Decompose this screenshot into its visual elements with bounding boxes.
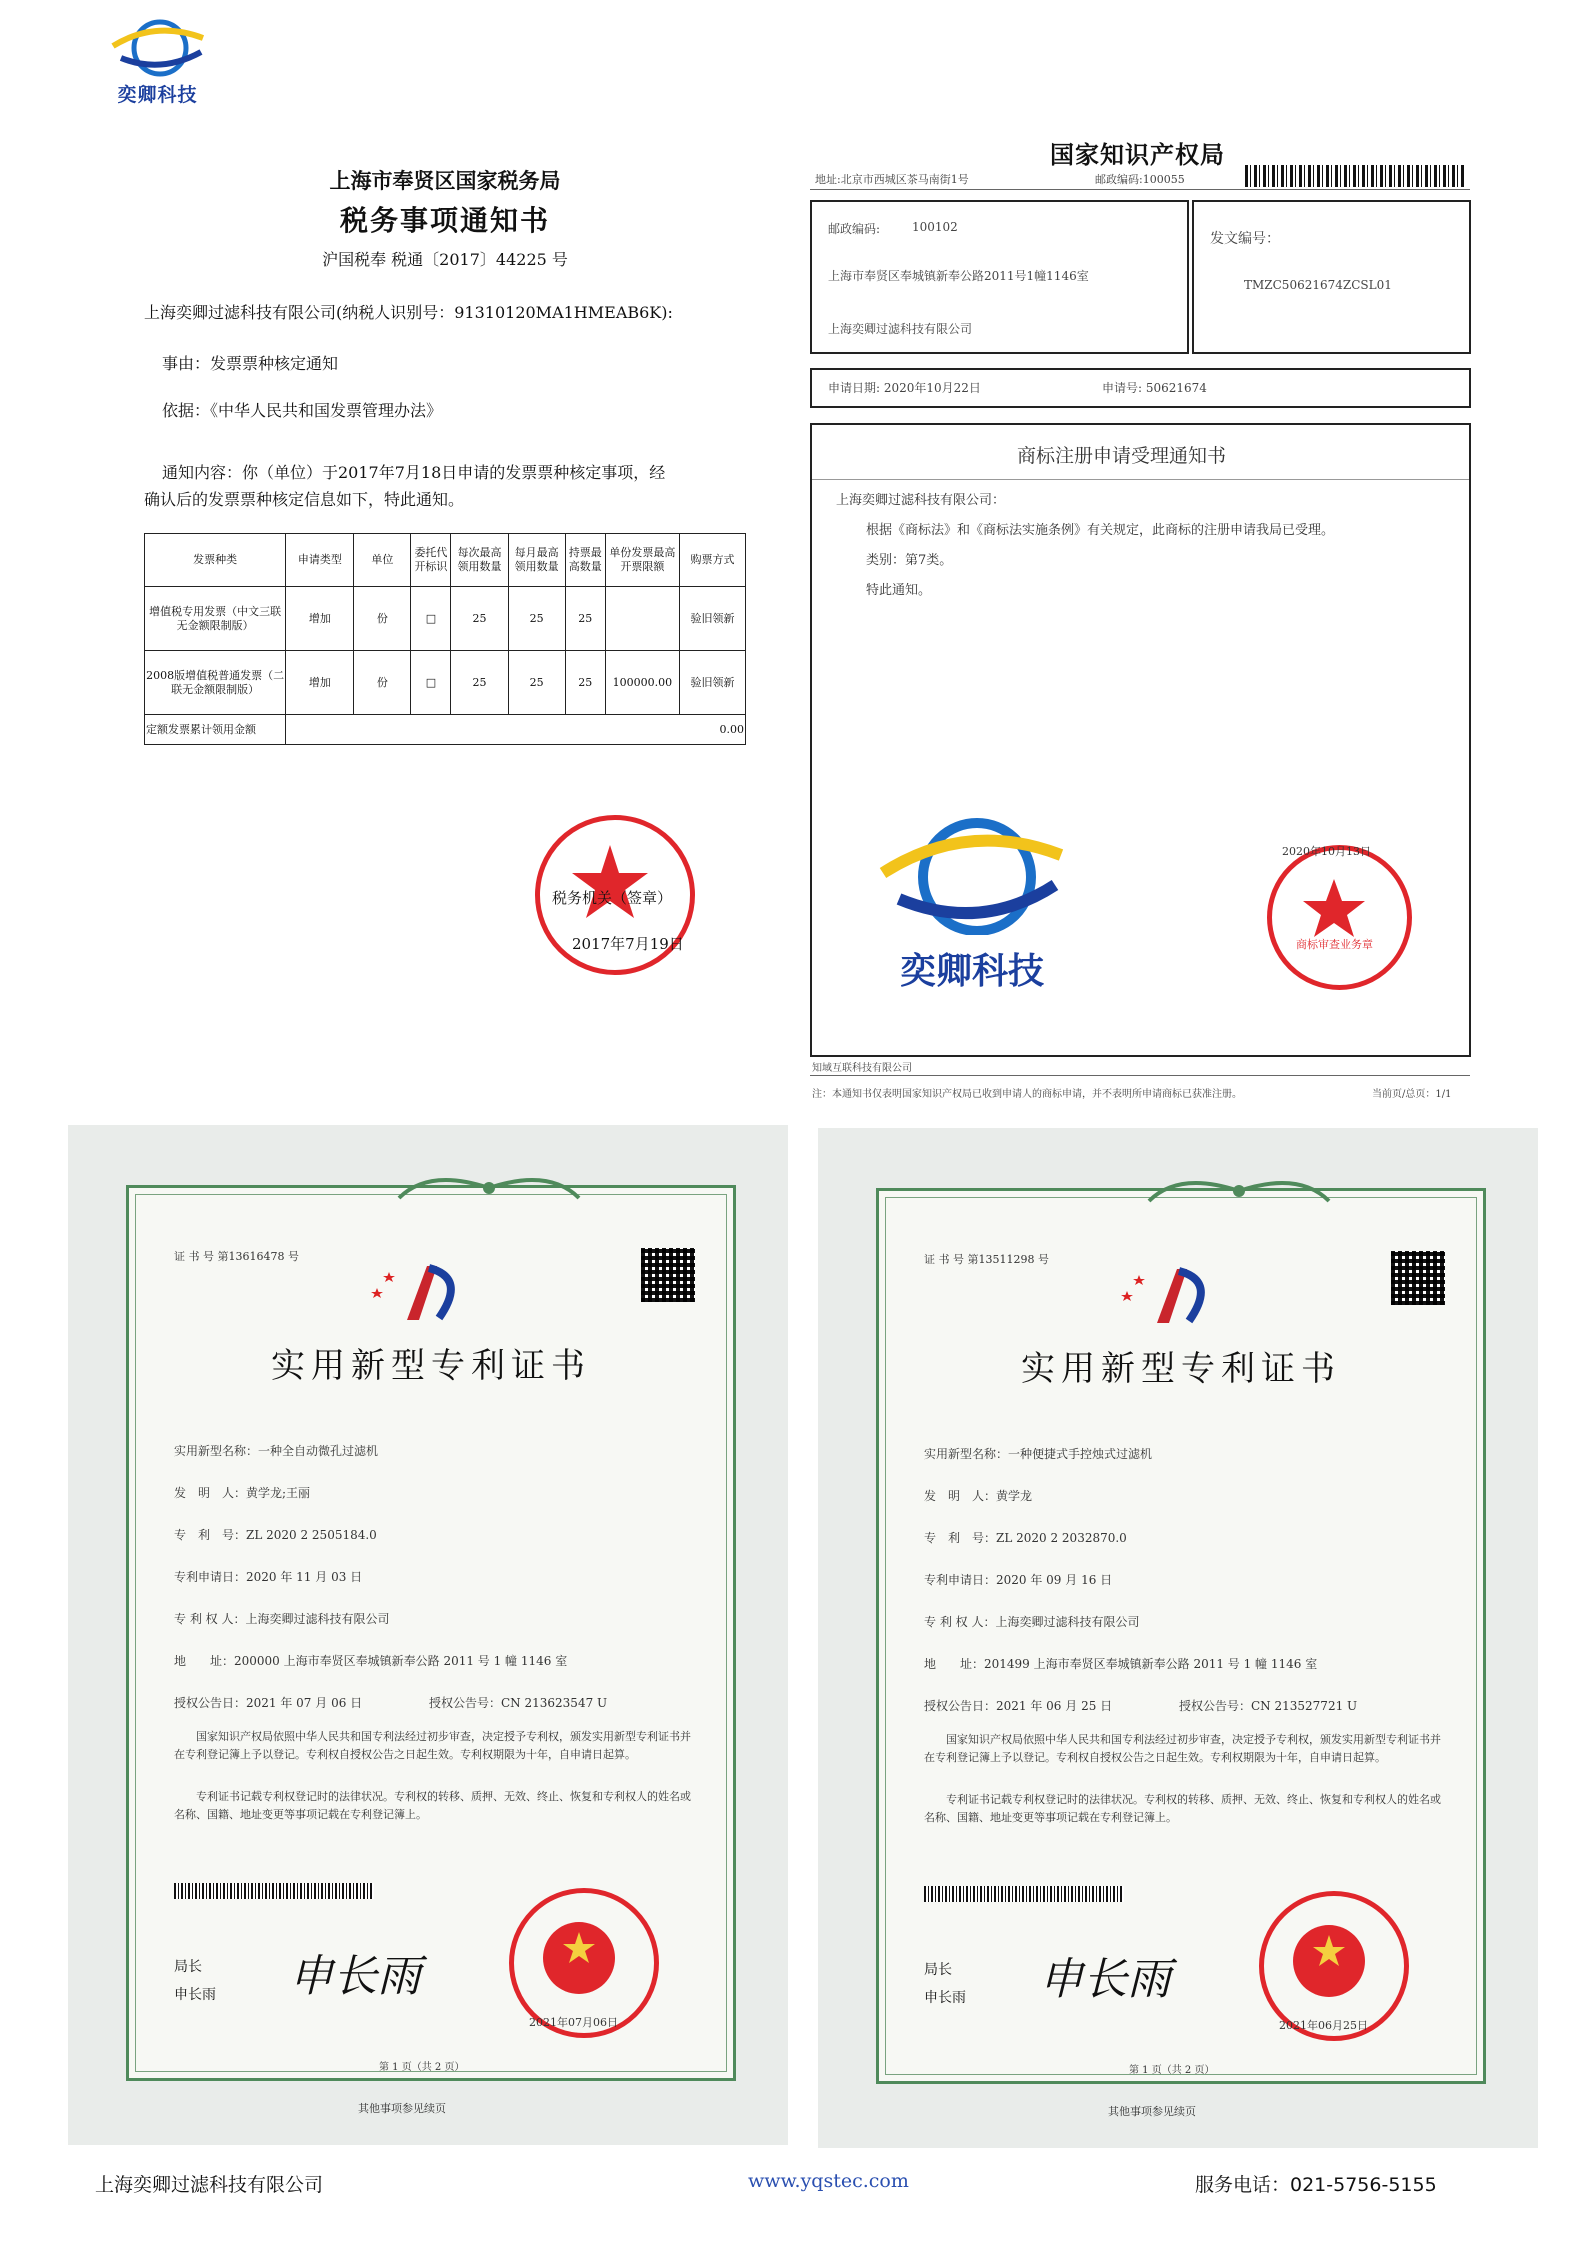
patent-number: 专 利 号：ZL 2020 2 2032870.0	[924, 1531, 1127, 1545]
logo-swoosh-icon	[877, 815, 1067, 935]
table-cell: 2008版增值税普通发票（二联无金额限制版）	[145, 651, 286, 715]
cnipa-emblem-icon	[1117, 1261, 1227, 1331]
grant-date: 授权公告日：2021 年 06 月 25 日	[924, 1699, 1113, 1713]
trademark-seal-text: 商标审查业务章	[1296, 938, 1373, 951]
page-indicator: 当前页/总页：1/1	[1372, 1089, 1452, 1100]
table-cell: 25	[565, 651, 605, 715]
notice-body: 根据《商标法》和《商标法实施条例》有关规定，此商标的注册申请我局已受理。	[866, 523, 1335, 538]
doc-number-box	[1192, 200, 1471, 354]
divider	[812, 479, 1469, 480]
notice-category: 类别：第7类。	[866, 553, 953, 568]
ip-office-address: 地址:北京市西城区茶马南街1号	[815, 173, 969, 186]
recipient-postcode: 100102	[912, 220, 958, 234]
certificate-title: 实用新型专利证书	[1021, 1349, 1341, 1389]
table-row	[145, 587, 746, 651]
certificate-paragraph-1: 国家知识产权局依照中华人民共和国专利法经过初步审查，决定授予专利权，颁发实用新型专利证书并在专利登记簿上予以登记。专利权自授权公告之日起生效。专利权期限为十年，自申请日起算。	[174, 1730, 691, 1761]
table-header: 每月最高领用数量	[508, 534, 565, 587]
notice-title: 商标注册申请受理通知书	[1017, 445, 1227, 467]
inventor: 发 明 人：黄学龙	[924, 1489, 1033, 1503]
grant-number: 授权公告号：CN 213527721 U	[1179, 1699, 1358, 1713]
divider	[810, 1075, 1470, 1076]
invoice-type-table	[144, 533, 746, 745]
table-footer-label: 定额发票累计领用金额	[145, 715, 286, 745]
application-number: 申请号: 50621674	[1102, 381, 1207, 395]
tax-seal-label: 税务机关（签章）	[552, 889, 673, 907]
table-footer-row	[145, 715, 746, 745]
recipient-box	[810, 200, 1189, 354]
table-cell: □	[411, 651, 451, 715]
notice-footnote: 注：本通知书仅表明国家知识产权局已收到申请人的商标申请，并不表明所申请商标已获准注册。	[812, 1089, 1242, 1100]
patent-seal-date: 2021年07月06日	[529, 2016, 618, 2029]
ip-office-postcode: 邮政编码:100055	[1095, 173, 1185, 186]
table-cell: 验旧领新	[680, 587, 746, 651]
qr-code-icon	[641, 1248, 695, 1302]
inventor: 发 明 人：黄学龙;王丽	[174, 1486, 311, 1500]
logo-swoosh-icon	[105, 18, 210, 80]
table-header-row	[145, 534, 746, 587]
doc-number: TMZC50621674ZCSL01	[1244, 278, 1392, 292]
national-emblem-icon	[509, 1888, 649, 2028]
ornament-icon	[1139, 1171, 1339, 1211]
notice-body-box	[810, 423, 1471, 1057]
ornament-icon	[389, 1168, 589, 1208]
table-header: 发票种类	[145, 534, 286, 587]
certificate-page: 第 1 页（共 2 页）	[379, 2062, 465, 2073]
agency-name: 知域互联科技有限公司	[812, 1063, 912, 1074]
qr-code-icon	[1391, 1251, 1445, 1305]
table-cell: 25	[565, 587, 605, 651]
table-footer-value: 0.00	[286, 715, 746, 745]
divider	[810, 189, 1470, 190]
tax-notice	[140, 155, 750, 1015]
holder-address: 地 址：200000 上海市奉贤区奉城镇新奉公路 2011 号 1 幢 1146 室	[174, 1654, 568, 1668]
trademark-seal	[1267, 845, 1412, 990]
patent-number: 专 利 号：ZL 2020 2 2505184.0	[174, 1528, 377, 1542]
table-cell: 25	[451, 587, 508, 651]
patent-certificate-2	[818, 1128, 1538, 2148]
table-cell: 验旧领新	[680, 651, 746, 715]
footer-company: 上海奕卿过滤科技有限公司	[95, 2174, 324, 2196]
certificate-frame	[126, 1185, 736, 2081]
logo-text: 奕卿科技	[117, 84, 198, 106]
certificate-footer: 其他事项参见续页	[358, 2102, 446, 2115]
application-info-bar	[810, 368, 1471, 408]
seal-star-icon	[1267, 845, 1402, 980]
company-logo-large	[877, 815, 1067, 1005]
certificate-paragraph-2: 专利证书记载专利权登记时的法律状况。专利权的转移、质押、无效、终止、恢复和专利权人的姓名或名称、国籍、地址变更等事项记载在专利登记簿上。	[924, 1793, 1441, 1824]
tax-content-line1: 通知内容：你（单位）于2017年7月18日申请的发票票种核定事项，经	[162, 463, 666, 482]
application-date: 申请日期: 2020年10月22日	[828, 381, 981, 395]
table-cell: 增值税专用发票（中文三联无金额限制版）	[145, 587, 286, 651]
grant-number: 授权公告号：CN 213623547 U	[429, 1696, 608, 1710]
director-name: 申长雨	[174, 1987, 216, 2003]
certificate-number: 证 书 号 第13616478 号	[174, 1250, 299, 1263]
logo-text: 奕卿科技	[899, 951, 1044, 992]
recipient-name: 上海奕卿过滤科技有限公司	[828, 322, 973, 336]
trademark-seal-date: 2020年10月13日	[1282, 845, 1371, 858]
certificate-frame	[876, 1188, 1486, 2084]
tax-addressee: 上海奕卿过滤科技有限公司(纳税人识别号：91310120MA1HMEAB6K):	[144, 303, 673, 322]
patent-certificate-1	[68, 1125, 788, 2145]
director-label: 局长	[924, 1962, 952, 1978]
patent-seal-date: 2021年06月25日	[1279, 2019, 1368, 2032]
table-cell: 增加	[286, 587, 354, 651]
director-name: 申长雨	[924, 1990, 966, 2006]
table-header: 申请类型	[286, 534, 354, 587]
tax-doc-number: 沪国税奉 税通〔2017〕44225 号	[322, 250, 568, 269]
table-header: 持票最高数量	[565, 534, 605, 587]
notice-greeting: 上海奕卿过滤科技有限公司：	[836, 493, 1006, 508]
notice-closing: 特此通知。	[866, 583, 932, 598]
table-cell: 100000.00	[605, 651, 679, 715]
table-header: 购票方式	[680, 534, 746, 587]
tax-notice-title: 税务事项通知书	[339, 204, 550, 237]
footer-phone: 服务电话：021-5756-5155	[1195, 2174, 1437, 2196]
tax-seal-date: 2017年7月19日	[572, 935, 684, 953]
patent-holder: 专 利 权 人：上海奕卿过滤科技有限公司	[924, 1615, 1140, 1629]
recipient-address: 上海市奉贤区奉城镇新奉公路2011号1幢1146室	[828, 269, 1089, 283]
certificate-title: 实用新型专利证书	[271, 1346, 591, 1386]
doc-number-label: 发文编号：	[1210, 231, 1280, 247]
barcode-icon	[1245, 165, 1465, 187]
table-header: 单位	[354, 534, 411, 587]
director-signature: 申长雨	[1039, 1954, 1171, 2005]
company-logo	[105, 18, 210, 110]
barcode-icon	[924, 1886, 1124, 1902]
tax-reason: 事由：发票票种核定通知	[162, 354, 339, 373]
director-signature: 申长雨	[289, 1951, 421, 2002]
table-cell: 份	[354, 651, 411, 715]
application-date: 专利申请日：2020 年 11 月 03 日	[174, 1570, 363, 1584]
table-header: 委托代开标识	[411, 534, 451, 587]
director-label: 局长	[174, 1959, 202, 1975]
table-cell: 25	[508, 587, 565, 651]
application-date: 专利申请日：2020 年 09 月 16 日	[924, 1573, 1113, 1587]
table-row	[145, 651, 746, 715]
grant-date: 授权公告日：2021 年 07 月 06 日	[174, 1696, 363, 1710]
table-cell: □	[411, 587, 451, 651]
table-header: 每次最高领用数量	[451, 534, 508, 587]
national-emblem-icon	[1259, 1891, 1399, 2031]
certificate-footer: 其他事项参见续页	[1108, 2105, 1196, 2118]
table-cell: 25	[508, 651, 565, 715]
certificate-page: 第 1 页（共 2 页）	[1129, 2065, 1215, 2076]
table-header: 单份发票最高开票限额	[605, 534, 679, 587]
ip-office-title: 国家知识产权局	[1050, 140, 1225, 169]
holder-address: 地 址：201499 上海市奉贤区奉城镇新奉公路 2011 号 1 幢 1146 室	[924, 1657, 1318, 1671]
certificate-paragraph-2: 专利证书记载专利权登记时的法律状况。专利权的转移、质押、无效、终止、恢复和专利权人的姓名或名称、国籍、地址变更等事项记载在专利登记簿上。	[174, 1790, 691, 1821]
footer-website-link[interactable]: www.yqstec.com	[748, 2170, 909, 2192]
table-cell: 25	[451, 651, 508, 715]
patent-holder: 专 利 权 人：上海奕卿过滤科技有限公司	[174, 1612, 390, 1626]
utility-model-name: 实用新型名称：一种全自动微孔过滤机	[174, 1444, 379, 1458]
recipient-postcode-label: 邮政编码:	[828, 222, 881, 236]
tax-office-title: 上海市奉贤区国家税务局	[329, 168, 561, 193]
utility-model-name: 实用新型名称：一种便捷式手控烛式过滤机	[924, 1447, 1153, 1461]
trademark-notice	[800, 135, 1470, 1100]
tax-basis: 依据：《中华人民共和国发票管理办法》	[162, 401, 443, 420]
table-cell: 增加	[286, 651, 354, 715]
cnipa-emblem-icon	[367, 1258, 477, 1328]
table-cell	[605, 587, 679, 651]
certificate-number: 证 书 号 第13511298 号	[924, 1253, 1049, 1266]
barcode-icon	[174, 1883, 374, 1899]
certificate-paragraph-1: 国家知识产权局依照中华人民共和国专利法经过初步审查，决定授予专利权，颁发实用新型专利证书并在专利登记簿上予以登记。专利权自授权公告之日起生效。专利权期限为十年，自申请日起算。	[924, 1733, 1441, 1764]
tax-content-line2: 确认后的发票票种核定信息如下，特此通知。	[144, 490, 465, 509]
table-cell: 份	[354, 587, 411, 651]
